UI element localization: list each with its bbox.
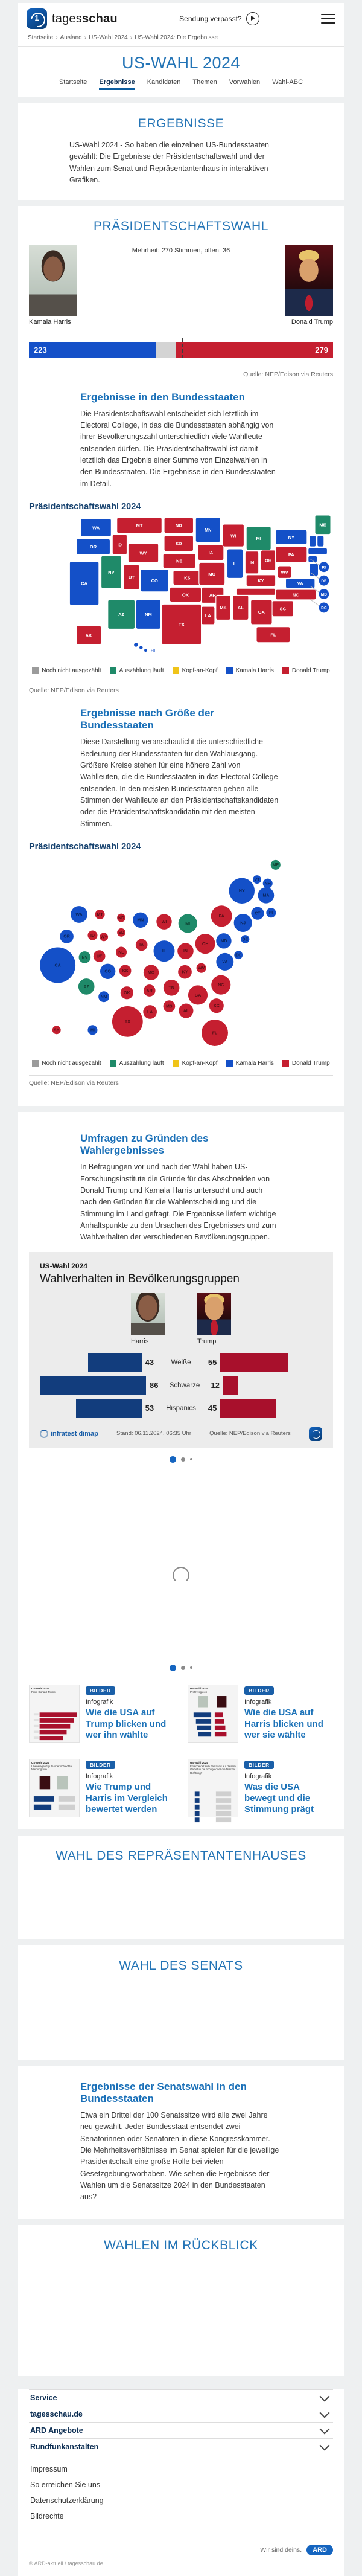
state-label-CO: CO [151, 578, 158, 584]
tagesschau-logo[interactable] [27, 8, 118, 29]
state-bubble-label-KS: KS [122, 969, 129, 974]
state-bubble-label-ID: ID [90, 933, 95, 938]
state-label-OK: OK [182, 592, 189, 598]
harris-demo-bar [76, 1399, 142, 1418]
state-label-ME: ME [319, 522, 326, 528]
state-bubble-label-OK: OK [124, 991, 130, 996]
menu-icon[interactable] [321, 14, 335, 24]
state-label-LA: LA [205, 612, 211, 618]
president-map[interactable] [29, 515, 333, 657]
teaser-title: Wie Trump und Harris im Vergleich bewertet werden [86, 1781, 168, 1815]
tagesschau-logo-icon [27, 8, 47, 29]
state-bubble-label-NY: NY [238, 889, 245, 894]
state-label-NY: NY [288, 535, 294, 541]
state-label-FL: FL [270, 632, 276, 638]
state-bubble-label-PA: PA [218, 914, 224, 919]
state-bubble-label-TN: TN [168, 986, 174, 991]
state-bubble-label-WV: WV [197, 966, 205, 971]
harris-demo-bar [40, 1376, 146, 1395]
candidates-block [29, 243, 333, 335]
state-bubble-label-IN: IN [183, 949, 188, 954]
state-bubble-label-CT: CT [255, 911, 261, 916]
state-bubble-label-VT: VT [254, 878, 260, 882]
teaser-card-2[interactable] [188, 1685, 333, 1743]
sendung-verpasst-label: Sendung verpasst? [179, 14, 242, 23]
chevron-down-icon [320, 2391, 330, 2401]
state-bubble-label-AZ: AZ [83, 984, 89, 989]
senatswahl-heading: Ergebnisse der Senatswahl in den Bundesstaaten [80, 2080, 247, 2104]
state-bubble-label-AR: AR [146, 989, 153, 994]
state-bubble-label-NM: NM [100, 995, 107, 1000]
tab-startseite[interactable]: Startseite [59, 79, 87, 86]
breadcrumb-separator-icon: › [130, 34, 133, 41]
state-bubble-label-NJ: NJ [240, 921, 246, 926]
president-bubble-chart[interactable] [29, 855, 333, 1050]
state-bubble-label-IA: IA [139, 943, 144, 948]
footer-accordion-service[interactable]: Service [29, 2390, 333, 2406]
legend-item: Noch nicht ausgezählt [32, 667, 101, 674]
senatswahl-text: Etwa ein Drittel der 100 Senatssitze wird alle zwei Jahre neu gewählt. Jeder Bundesstaat entsendet zwei Senatorinnen oder Senatoren in diese Kongresskammer. Die Mehrheitsverhältnisse im Senat spielen für die jeweilige Präsidentschaft eine große Rolle bei vielen Gesetzgebungsvorhaben. Wie sehen die Ergebnisse der Wahlen um die Senatssitze 2024 in den Bundesstaaten aus? [80, 2110, 279, 2202]
bubble-chart-title: Präsidentschaftswahl 2024 [29, 842, 141, 852]
footer-card [18, 2389, 344, 2576]
groesse-heading: Ergebnisse nach Größe der Bundesstaaten [80, 707, 215, 731]
state-label-CA: CA [81, 580, 87, 586]
harris-bar-segment: 223 [29, 342, 156, 358]
teaser-thumbnail: US-Wahl 2024 Überwiegend gute oder schlechte Meinung von... [29, 1759, 80, 1817]
state-label-MO: MO [208, 571, 216, 577]
teaser-title: Wie die USA auf Harris blicken und wer sie wählte [244, 1707, 323, 1741]
teaser-card-3[interactable] [29, 1759, 174, 1817]
donald-trump-photo [285, 245, 333, 316]
breadcrumb-item[interactable]: Startseite [28, 34, 54, 41]
teaser-kicker: Infografik [86, 1698, 113, 1706]
tab-ergebnisse[interactable]: Ergebnisse [99, 79, 135, 90]
praesidentschaftswahl-card [18, 206, 344, 1107]
senat-heading: WAHL DES SENATS [119, 1958, 243, 1973]
state-bubble-label-MI: MI [185, 922, 191, 927]
page-title: US-WAHL 2024 [121, 54, 241, 72]
state-label-MD: MD [320, 593, 327, 597]
state-label-OH: OH [264, 557, 272, 564]
ergebnisse-heading: ERGEBNISSE [138, 117, 224, 130]
legend-item: Kamala Harris [226, 1060, 274, 1067]
carousel-dot[interactable] [181, 1457, 185, 1462]
majority-marker [182, 338, 183, 358]
state-bubble-label-TX: TX [124, 1020, 130, 1024]
breadcrumb-separator-icon: › [84, 34, 87, 41]
harris-thumbnail-photo [131, 1293, 165, 1335]
state-label-DC: DC [321, 606, 327, 611]
state-label-AZ: AZ [118, 612, 125, 618]
bilder-badge: BILDER [244, 1761, 274, 1769]
senatswahl-card [18, 2066, 344, 2219]
bundesstaaten-text: Die Präsidentschaftswahl entscheidet sich letztlich im Electoral College, in das die Bundesstaaten abhängig von ihrer Bevölkerungszahl unterschiedlich viele Wahlleute entsenden dürfen. Die Präsidentschaftswahl ist damit letztlich das Ergebnis einer Summe von Einzelwahlen in den Bundesstaaten. Die Ergebnisse in den Bundesstaaten im Detail. [80, 409, 276, 488]
teaser-kicker: Infografik [244, 1772, 272, 1780]
state-label-IN: IN [249, 560, 255, 566]
bundesstaaten-heading: Ergebnisse in den Bundesstaaten [80, 391, 246, 403]
state-label-SD: SD [176, 541, 182, 547]
trump-bar-segment: 279 [176, 342, 333, 358]
state-label-GA: GA [258, 609, 265, 615]
state-label-NC: NC [292, 592, 299, 598]
breadcrumb-item[interactable]: US-Wahl 2024: Die Ergebnisse [135, 34, 218, 41]
umfragen-heading: Umfragen zu Gründen des Wahlergebnisses [80, 1132, 209, 1157]
state-label-WV: WV [281, 570, 288, 576]
demographics-row [40, 1398, 322, 1419]
harris-demo-value: 53 [145, 1404, 154, 1413]
state-bubble-label-HI: HI [90, 1028, 95, 1033]
umfragen-text: In Befragungen vor und nach der Wahl haben US-Forschungsinstitute die Gründe für das Abschneiden von Donald Trump und Kamala Harris untersucht und auch nach den Gründen für die Wahlentscheidung und die Stimmung im Land gefragt. Die Ergebnisse liefern wichtige Anhaltspunkte zu den Ursachen des Ergebnisses und zum Wahlverhalten der verschiedenen Bevölkerungsgruppen. [80, 1163, 276, 1242]
state-bubble-label-AK: AK [53, 1028, 60, 1033]
state-label-NV: NV [108, 570, 115, 576]
trump-demo-bar [223, 1376, 238, 1395]
trump-demo-bar [220, 1353, 288, 1372]
state-bubble-label-LA: LA [147, 1010, 153, 1015]
state-label-MS: MS [220, 605, 227, 611]
sendung-verpasst-link[interactable] [179, 12, 259, 25]
senat-card [18, 1945, 344, 2060]
legend-item: Noch nicht ausgezählt [32, 1060, 101, 1067]
harris-demo-value: 43 [145, 1358, 154, 1367]
tagesschau-wordmark: tagesschau [52, 11, 118, 25]
state-tile-CT[interactable] [308, 556, 317, 562]
rueckblick-card [18, 2225, 344, 2376]
state-label-AR: AR [209, 593, 216, 599]
state-bubble-label-ND: ND [118, 916, 125, 921]
state-bubble-label-MN: MN [137, 918, 144, 923]
trump-demo-value: 55 [208, 1358, 217, 1367]
state-label-IA: IA [208, 550, 214, 556]
state-label-VA: VA [297, 580, 303, 586]
demo-category: Schwarze [169, 1381, 200, 1389]
source-line: Quelle: NEP/Edison via Reuters [29, 1079, 119, 1087]
state-bubble-label-RI: RI [268, 911, 273, 916]
teaser-thumbnail: US-Wahl 2024 Entscheidet sich das Land auf diesem Gebiet in die richtige oder die falsche Richtung? [188, 1759, 238, 1817]
candidate-name-harris: Kamala Harris [29, 318, 71, 326]
teaser-kicker: Infografik [86, 1772, 113, 1780]
demo-category: Weiße [171, 1358, 191, 1366]
state-bubble-label-IL: IL [162, 949, 167, 954]
legend-item: Donald Trump [282, 1060, 330, 1067]
trump-demo-bar [220, 1399, 276, 1418]
legend-item: Kopf-an-Kopf [173, 667, 218, 674]
state-tile-NH[interactable] [317, 536, 324, 547]
state-bubble-label-WI: WI [161, 920, 167, 925]
tab-vorwahlen[interactable]: Vorwahlen [229, 79, 261, 86]
state-bubble-label-DC: DC [235, 953, 242, 958]
footer-accordion-tagesschau-de[interactable]: tagesschau.de [29, 2406, 333, 2423]
ard-logo[interactable]: ARD [306, 2545, 333, 2555]
state-tile-HI[interactable] [134, 643, 138, 647]
source-line: Quelle: NEP/Edison via Reuters [243, 370, 333, 378]
state-bubble-label-WY: WY [100, 935, 107, 940]
footer-link-so-erreichen-sie-uns[interactable]: So erreichen Sie uns [30, 2480, 101, 2489]
state-label-PA: PA [288, 552, 294, 558]
state-tile-MA[interactable] [308, 548, 328, 554]
teaser-card-4[interactable] [188, 1759, 333, 1817]
state-bubble-label-OR: OR [63, 934, 70, 939]
footer-accordions [29, 2389, 333, 2455]
state-label-TX: TX [179, 622, 185, 628]
trump-demo-value: 45 [208, 1404, 217, 1413]
bilder-badge: BILDER [244, 1686, 274, 1695]
play-icon [246, 12, 259, 25]
state-bubble-label-SC: SC [213, 1004, 220, 1009]
state-bubble-label-DE: DE [242, 937, 249, 942]
state-tile-VT[interactable] [310, 536, 316, 547]
state-bubble-label-MA: MA [262, 893, 270, 898]
state-label-NE: NE [176, 558, 183, 564]
divider [29, 1075, 333, 1076]
tab-kandidaten[interactable]: Kandidaten [147, 79, 181, 86]
state-bubble-label-OH: OH [202, 942, 209, 946]
state-bubble-label-KY: KY [182, 970, 188, 975]
praesidentschaftswahl-heading: PRÄSIDENTSCHAFTSWAHL [93, 219, 269, 233]
state-label-AK: AK [85, 632, 92, 638]
legend-item: Donald Trump [282, 667, 330, 674]
legend-item: Kamala Harris [226, 667, 274, 674]
state-bubble-label-NE: NE [118, 950, 124, 955]
footer-link-datenschutzerklärung[interactable]: Datenschutzerklärung [30, 2496, 104, 2505]
demographics-row [40, 1375, 322, 1396]
teaser-kicker: Infografik [244, 1698, 272, 1706]
tab-themen[interactable]: Themen [192, 79, 217, 86]
state-label-WI: WI [230, 533, 237, 539]
state-label-HI: HI [150, 647, 156, 654]
teaser-title: Wie die USA auf Trump blicken und wer ihn wählte [86, 1707, 167, 1741]
infografik-source: Quelle: NEP/Edison via Reuters [209, 1430, 291, 1437]
footer-accordion-rundfunkanstalten[interactable]: Rundfunkanstalten [29, 2439, 333, 2455]
legend-item: Kopf-an-Kopf [173, 1060, 218, 1067]
state-bubble-label-ME: ME [272, 863, 279, 868]
state-label-KS: KS [184, 575, 191, 581]
electoral-bar[interactable] [29, 342, 333, 358]
state-tile-TN[interactable] [236, 588, 275, 595]
demographics-chart [40, 1352, 322, 1419]
breadcrumb [18, 33, 344, 47]
harris-demo-value: 86 [149, 1381, 159, 1390]
state-label-RI: RI [322, 565, 326, 570]
demo-category: Hispanics [166, 1404, 196, 1412]
state-label-AL: AL [237, 605, 244, 611]
state-bubble-label-CA: CA [54, 963, 61, 968]
state-label-WA: WA [92, 525, 100, 531]
teaser-card-1[interactable] [29, 1685, 174, 1743]
breadcrumb-item[interactable]: US-Wahl 2024 [89, 34, 128, 41]
demographics-row [40, 1352, 322, 1373]
carousel-dot[interactable] [181, 1666, 185, 1670]
footer-link-impressum[interactable]: Impressum [30, 2464, 68, 2473]
state-bubble-label-MO: MO [147, 971, 155, 975]
state-bubble-label-VA: VA [222, 960, 228, 965]
state-label-NM: NM [145, 612, 152, 618]
state-bubble-label-UT: UT [96, 954, 103, 959]
legend-item: Auszählung läuft [110, 1060, 164, 1067]
harris-demo-bar [88, 1353, 141, 1372]
carousel-dot[interactable] [190, 1458, 192, 1460]
state-bubble-label-MS: MS [166, 1004, 173, 1009]
state-tile-NJ[interactable] [310, 564, 319, 576]
legend-item: Auszählung läuft [110, 667, 164, 674]
state-bubble-label-NH: NH [264, 882, 271, 887]
wahlverhalten-infografik [29, 1252, 333, 1448]
state-label-KY: KY [258, 578, 264, 584]
header-card [18, 3, 344, 97]
state-label-WY: WY [139, 550, 147, 556]
chevron-down-icon [320, 2440, 330, 2450]
breadcrumb-separator-icon: › [56, 34, 58, 41]
source-line: Quelle: NEP/Edison via Reuters [29, 687, 119, 695]
kamala-harris-photo [29, 245, 77, 316]
infratest-dimap-logo: infratest dimap [40, 1430, 98, 1438]
state-bubble-label-MD: MD [220, 939, 227, 944]
ergebnisse-card [18, 103, 344, 200]
copyright-line: © ARD-aktuell / tagesschau.de [29, 2560, 103, 2566]
carousel-dots [18, 1456, 344, 1463]
chevron-down-icon [320, 2424, 330, 2434]
open-bar-segment [156, 342, 176, 358]
candidate-name-trump: Donald Trump [291, 318, 333, 326]
state-label-OR: OR [89, 544, 97, 550]
teaser-title: Was die USA bewegt und die Stimmung prägt [244, 1781, 314, 1815]
repraesentantenhaus-card [18, 1836, 344, 1939]
state-label-DE: DE [321, 579, 327, 583]
umfragen-card [18, 1112, 344, 1829]
bilder-badge: BILDER [86, 1686, 115, 1695]
bilder-badge: BILDER [86, 1761, 115, 1769]
tab-bar [18, 76, 344, 97]
footer-accordion-ard-angebote[interactable]: ARD Angebote [29, 2423, 333, 2439]
ard-claim: Wir sind deins. [260, 2546, 302, 2554]
repraesentantenhaus-heading: WAHL DES REPRÄSENTANTENHAUSES [56, 1848, 306, 1863]
infografik-stand: Stand: 06.11.2024, 06:35 Uhr [116, 1430, 191, 1437]
state-bubble-label-GA: GA [194, 993, 202, 998]
carousel-dot[interactable] [190, 1666, 192, 1669]
loading-spinner-icon [173, 1567, 189, 1584]
teaser-list [18, 1680, 344, 1829]
carousel-dot-active[interactable] [170, 1456, 176, 1463]
trump-thumbnail-photo [197, 1293, 231, 1335]
infografik-name-harris: Harris [131, 1337, 149, 1345]
footer-links [29, 2461, 333, 2524]
state-label-SC: SC [279, 606, 286, 612]
tagesschau-mini-logo-icon [309, 1427, 322, 1441]
state-label-IL: IL [233, 561, 237, 567]
trump-demo-value: 12 [211, 1381, 220, 1390]
dimap-icon [40, 1430, 48, 1438]
state-label-MN: MN [204, 527, 212, 533]
state-bubble-label-AL: AL [183, 1009, 189, 1014]
rueckblick-heading: WAHLEN IM RÜCKBLICK [104, 2238, 258, 2252]
map-legend [29, 667, 333, 674]
carousel-dots-2 [18, 1665, 344, 1671]
state-bubble-label-NC: NC [218, 983, 224, 988]
state-bubble-label-SD: SD [118, 931, 124, 936]
tab-wahl-abc[interactable]: Wahl-ABC [272, 79, 303, 86]
infografik-name-trump: Trump [197, 1337, 217, 1345]
teaser-thumbnail: US-Wahl 2024 Profil Donald Trump [29, 1685, 80, 1743]
ergebnisse-text: US-Wahl 2024 - So haben die einzelnen US-Bundesstaaten gewählt: Die Ergebnisse der Präsidentschaftswahl und der Wahlen zum Senat und Repräsentantenhaus in interaktiven Grafiken. [69, 141, 269, 185]
state-label-MT: MT [136, 522, 143, 528]
breadcrumb-item[interactable]: Ausland [60, 34, 82, 41]
infografik-kicker: US-Wahl 2024 [40, 1261, 87, 1270]
carousel-dot-active[interactable] [170, 1665, 176, 1671]
state-bubble-label-FL: FL [212, 1031, 218, 1036]
state-bubble-label-WA: WA [75, 913, 83, 917]
state-label-UT: UT [128, 574, 135, 580]
majority-annotation: Mehrheit: 270 Stimmen, offen: 36 [132, 246, 230, 254]
infografik-title: Wahlverhalten in Bevölkerungsgruppen [40, 1272, 240, 1285]
state-label-ND: ND [175, 522, 182, 528]
state-label-ID: ID [117, 542, 122, 548]
bubble-legend [29, 1060, 333, 1067]
state-label-MI: MI [256, 536, 261, 542]
footer-link-bildrechte[interactable]: Bildrechte [30, 2511, 64, 2520]
state-bubble-label-MT: MT [97, 913, 103, 917]
groesse-text: Diese Darstellung veranschaulicht die unterschiedliche Bedeutung der Bundesstaaten für den Wahlausgang. Größere Kreise stehen für eine höhere Zahl von Wahlleuten, die die Bundesstaaten in das Electoral College entsenden. In den meisten Bundesstaaten gehen alle Stimmen der Wahlleute an den Präsidentschaftskandidaten oder die Präsidentschaftskandidatin mit den meisten Stimmen. [80, 737, 279, 828]
state-bubble-label-CO: CO [104, 969, 111, 974]
map-chart-title: Präsidentschaftswahl 2024 [29, 502, 141, 512]
teaser-thumbnail: US-Wahl 2024 Profilvergleich [188, 1685, 238, 1743]
chevron-down-icon [320, 2407, 330, 2418]
state-bubble-label-NV: NV [81, 956, 88, 960]
